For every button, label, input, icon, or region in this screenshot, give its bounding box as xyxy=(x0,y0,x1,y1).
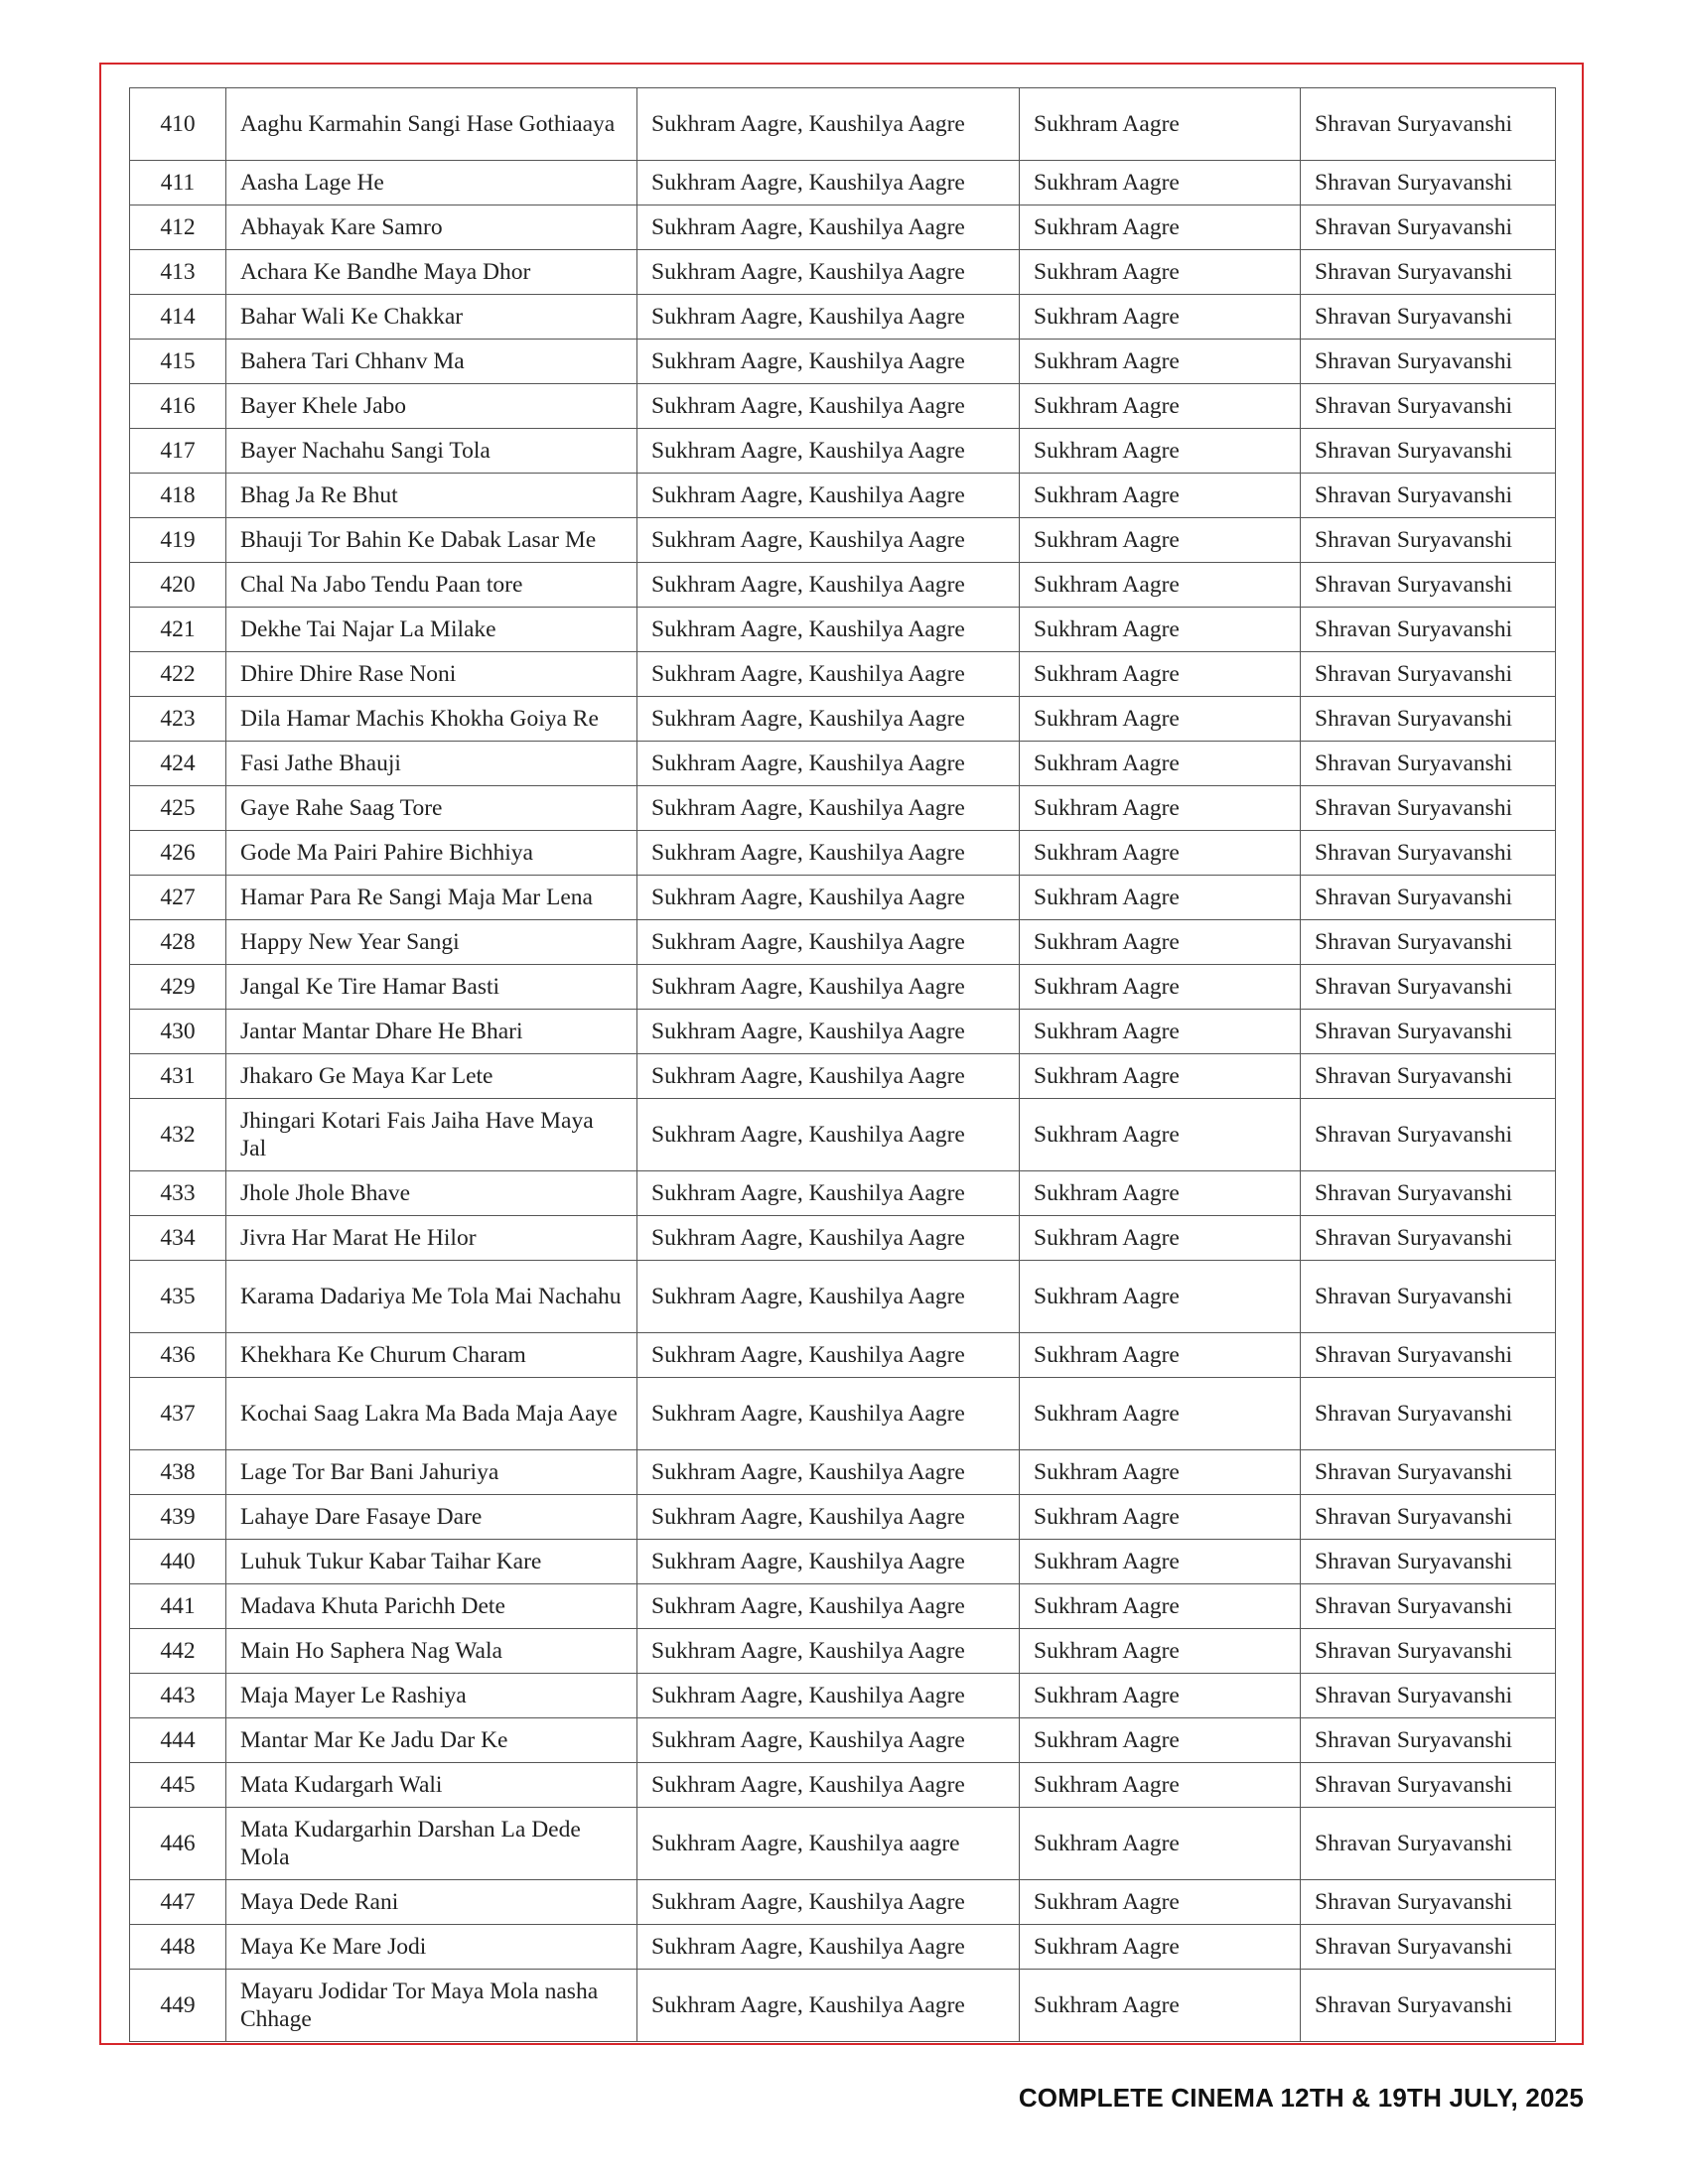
table-row xyxy=(130,295,1556,340)
lyricist-cell: Sukhram Aagre xyxy=(1020,1584,1301,1629)
song-title-cell: Happy New Year Sangi xyxy=(226,920,637,965)
row-number-cell: 441 xyxy=(130,1584,226,1629)
song-title-cell: Hamar Para Re Sangi Maja Mar Lena xyxy=(226,876,637,920)
composer-cell: Shravan Suryavanshi xyxy=(1301,920,1556,965)
row-number-cell: 419 xyxy=(130,518,226,563)
composer-cell: Shravan Suryavanshi xyxy=(1301,1763,1556,1808)
table-row xyxy=(130,1054,1556,1099)
song-title-cell: Jhole Jhole Bhave xyxy=(226,1171,637,1216)
singers-cell: Sukhram Aagre, Kaushilya Aagre xyxy=(637,295,1020,340)
table-row xyxy=(130,831,1556,876)
singers-cell: Sukhram Aagre, Kaushilya Aagre xyxy=(637,518,1020,563)
singers-cell: Sukhram Aagre, Kaushilya Aagre xyxy=(637,1333,1020,1378)
footer-publication: COMPLETE CINEMA 12TH & 19TH JULY, 2025 xyxy=(1018,2083,1584,2113)
table-row xyxy=(130,384,1556,429)
song-title-cell: Madava Khuta Parichh Dete xyxy=(226,1584,637,1629)
composer-cell: Shravan Suryavanshi xyxy=(1301,1540,1556,1584)
song-title-cell: Main Ho Saphera Nag Wala xyxy=(226,1629,637,1674)
song-title-cell: Luhuk Tukur Kabar Taihar Kare xyxy=(226,1540,637,1584)
lyricist-cell: Sukhram Aagre xyxy=(1020,697,1301,742)
row-number-cell: 446 xyxy=(130,1808,226,1880)
song-title-cell: Gode Ma Pairi Pahire Bichhiya xyxy=(226,831,637,876)
singers-cell: Sukhram Aagre, Kaushilya Aagre xyxy=(637,205,1020,250)
lyricist-cell: Sukhram Aagre xyxy=(1020,1099,1301,1171)
row-number-cell: 442 xyxy=(130,1629,226,1674)
composer-cell: Shravan Suryavanshi xyxy=(1301,786,1556,831)
song-title-cell: Bahar Wali Ke Chakkar xyxy=(226,295,637,340)
lyricist-cell: Sukhram Aagre xyxy=(1020,1880,1301,1925)
song-rows xyxy=(130,88,1556,2042)
lyricist-cell: Sukhram Aagre xyxy=(1020,250,1301,295)
lyricist-cell: Sukhram Aagre xyxy=(1020,1674,1301,1718)
singers-cell: Sukhram Aagre, Kaushilya Aagre xyxy=(637,1378,1020,1450)
singers-cell: Sukhram Aagre, Kaushilya Aagre xyxy=(637,1718,1020,1763)
singers-cell: Sukhram Aagre, Kaushilya Aagre xyxy=(637,965,1020,1010)
table-row xyxy=(130,1010,1556,1054)
singers-cell: Sukhram Aagre, Kaushilya Aagre xyxy=(637,608,1020,652)
composer-cell: Shravan Suryavanshi xyxy=(1301,831,1556,876)
row-number-cell: 437 xyxy=(130,1378,226,1450)
table-row xyxy=(130,1629,1556,1674)
song-title-cell: Gaye Rahe Saag Tore xyxy=(226,786,637,831)
song-title-cell: Bayer Nachahu Sangi Tola xyxy=(226,429,637,474)
singers-cell: Sukhram Aagre, Kaushilya Aagre xyxy=(637,1763,1020,1808)
row-number-cell: 421 xyxy=(130,608,226,652)
lyricist-cell: Sukhram Aagre xyxy=(1020,1763,1301,1808)
row-number-cell: 449 xyxy=(130,1970,226,2042)
song-title-cell: Jantar Mantar Dhare He Bhari xyxy=(226,1010,637,1054)
row-number-cell: 445 xyxy=(130,1763,226,1808)
row-number-cell: 429 xyxy=(130,965,226,1010)
table-row xyxy=(130,1763,1556,1808)
row-number-cell: 418 xyxy=(130,474,226,518)
row-number-cell: 414 xyxy=(130,295,226,340)
composer-cell: Shravan Suryavanshi xyxy=(1301,474,1556,518)
table-row xyxy=(130,1333,1556,1378)
song-title-cell: Maya Ke Mare Jodi xyxy=(226,1925,637,1970)
composer-cell: Shravan Suryavanshi xyxy=(1301,742,1556,786)
composer-cell: Shravan Suryavanshi xyxy=(1301,518,1556,563)
table-row xyxy=(130,1540,1556,1584)
composer-cell: Shravan Suryavanshi xyxy=(1301,1495,1556,1540)
table-row xyxy=(130,1925,1556,1970)
row-number-cell: 431 xyxy=(130,1054,226,1099)
row-number-cell: 434 xyxy=(130,1216,226,1261)
table-row xyxy=(130,608,1556,652)
singers-cell: Sukhram Aagre, Kaushilya Aagre xyxy=(637,1099,1020,1171)
singers-cell: Sukhram Aagre, Kaushilya Aagre xyxy=(637,429,1020,474)
table-row xyxy=(130,742,1556,786)
composer-cell: Shravan Suryavanshi xyxy=(1301,1674,1556,1718)
singers-cell: Sukhram Aagre, Kaushilya Aagre xyxy=(637,1495,1020,1540)
composer-cell: Shravan Suryavanshi xyxy=(1301,697,1556,742)
row-number-cell: 415 xyxy=(130,340,226,384)
composer-cell: Shravan Suryavanshi xyxy=(1301,205,1556,250)
singers-cell: Sukhram Aagre, Kaushilya Aagre xyxy=(637,1054,1020,1099)
lyricist-cell: Sukhram Aagre xyxy=(1020,652,1301,697)
row-number-cell: 439 xyxy=(130,1495,226,1540)
singers-cell: Sukhram Aagre, Kaushilya Aagre xyxy=(637,1970,1020,2042)
row-number-cell: 433 xyxy=(130,1171,226,1216)
singers-cell: Sukhram Aagre, Kaushilya Aagre xyxy=(637,1261,1020,1333)
table-row xyxy=(130,1099,1556,1171)
row-number-cell: 426 xyxy=(130,831,226,876)
row-number-cell: 422 xyxy=(130,652,226,697)
row-number-cell: 412 xyxy=(130,205,226,250)
row-number-cell: 428 xyxy=(130,920,226,965)
table-row xyxy=(130,1584,1556,1629)
song-title-cell: Achara Ke Bandhe Maya Dhor xyxy=(226,250,637,295)
lyricist-cell: Sukhram Aagre xyxy=(1020,1216,1301,1261)
table-row xyxy=(130,1171,1556,1216)
table-row xyxy=(130,1450,1556,1495)
lyricist-cell: Sukhram Aagre xyxy=(1020,1718,1301,1763)
lyricist-cell: Sukhram Aagre xyxy=(1020,518,1301,563)
table-row xyxy=(130,1495,1556,1540)
song-title-cell: Jangal Ke Tire Hamar Basti xyxy=(226,965,637,1010)
singers-cell: Sukhram Aagre, Kaushilya Aagre xyxy=(637,1629,1020,1674)
composer-cell: Shravan Suryavanshi xyxy=(1301,1099,1556,1171)
composer-cell: Shravan Suryavanshi xyxy=(1301,88,1556,161)
singers-cell: Sukhram Aagre, Kaushilya Aagre xyxy=(637,161,1020,205)
composer-cell: Shravan Suryavanshi xyxy=(1301,295,1556,340)
singers-cell: Sukhram Aagre, Kaushilya Aagre xyxy=(637,1010,1020,1054)
composer-cell: Shravan Suryavanshi xyxy=(1301,1378,1556,1450)
song-title-cell: Dekhe Tai Najar La Milake xyxy=(226,608,637,652)
table-row xyxy=(130,474,1556,518)
table-row xyxy=(130,876,1556,920)
lyricist-cell: Sukhram Aagre xyxy=(1020,1171,1301,1216)
singers-cell: Sukhram Aagre, Kaushilya Aagre xyxy=(637,786,1020,831)
table-row xyxy=(130,205,1556,250)
lyricist-cell: Sukhram Aagre xyxy=(1020,1378,1301,1450)
table-row xyxy=(130,429,1556,474)
table-row xyxy=(130,340,1556,384)
table-row xyxy=(130,88,1556,161)
song-title-cell: Mantar Mar Ke Jadu Dar Ke xyxy=(226,1718,637,1763)
composer-cell: Shravan Suryavanshi xyxy=(1301,1216,1556,1261)
lyricist-cell: Sukhram Aagre xyxy=(1020,831,1301,876)
composer-cell: Shravan Suryavanshi xyxy=(1301,384,1556,429)
song-title-cell: Fasi Jathe Bhauji xyxy=(226,742,637,786)
song-title-cell: Bayer Khele Jabo xyxy=(226,384,637,429)
song-title-cell: Chal Na Jabo Tendu Paan tore xyxy=(226,563,637,608)
lyricist-cell: Sukhram Aagre xyxy=(1020,1495,1301,1540)
singers-cell: Sukhram Aagre, Kaushilya Aagre xyxy=(637,474,1020,518)
singers-cell: Sukhram Aagre, Kaushilya Aagre xyxy=(637,340,1020,384)
composer-cell: Shravan Suryavanshi xyxy=(1301,1970,1556,2042)
lyricist-cell: Sukhram Aagre xyxy=(1020,295,1301,340)
row-number-cell: 438 xyxy=(130,1450,226,1495)
lyricist-cell: Sukhram Aagre xyxy=(1020,786,1301,831)
row-number-cell: 425 xyxy=(130,786,226,831)
composer-cell: Shravan Suryavanshi xyxy=(1301,1629,1556,1674)
row-number-cell: 448 xyxy=(130,1925,226,1970)
song-title-cell: Khekhara Ke Churum Charam xyxy=(226,1333,637,1378)
composer-cell: Shravan Suryavanshi xyxy=(1301,161,1556,205)
table-row xyxy=(130,652,1556,697)
row-number-cell: 416 xyxy=(130,384,226,429)
lyricist-cell: Sukhram Aagre xyxy=(1020,1010,1301,1054)
composer-cell: Shravan Suryavanshi xyxy=(1301,1333,1556,1378)
composer-cell: Shravan Suryavanshi xyxy=(1301,1718,1556,1763)
song-title-cell: Dhire Dhire Rase Noni xyxy=(226,652,637,697)
singers-cell: Sukhram Aagre, Kaushilya Aagre xyxy=(637,742,1020,786)
row-number-cell: 420 xyxy=(130,563,226,608)
singers-cell: Sukhram Aagre, Kaushilya Aagre xyxy=(637,250,1020,295)
composer-cell: Shravan Suryavanshi xyxy=(1301,250,1556,295)
composer-cell: Shravan Suryavanshi xyxy=(1301,965,1556,1010)
table-row xyxy=(130,697,1556,742)
row-number-cell: 411 xyxy=(130,161,226,205)
singers-cell: Sukhram Aagre, Kaushilya Aagre xyxy=(637,1171,1020,1216)
song-title-cell: Jhakaro Ge Maya Kar Lete xyxy=(226,1054,637,1099)
lyricist-cell: Sukhram Aagre xyxy=(1020,88,1301,161)
composer-cell: Shravan Suryavanshi xyxy=(1301,1880,1556,1925)
singers-cell: Sukhram Aagre, Kaushilya Aagre xyxy=(637,1925,1020,1970)
composer-cell: Shravan Suryavanshi xyxy=(1301,563,1556,608)
song-title-cell: Abhayak Kare Samro xyxy=(226,205,637,250)
song-title-cell: Bahera Tari Chhanv Ma xyxy=(226,340,637,384)
lyricist-cell: Sukhram Aagre xyxy=(1020,1333,1301,1378)
lyricist-cell: Sukhram Aagre xyxy=(1020,1054,1301,1099)
song-title-cell: Dila Hamar Machis Khokha Goiya Re xyxy=(226,697,637,742)
song-title-cell: Mayaru Jodidar Tor Maya Mola nasha Chhage xyxy=(226,1970,637,2042)
lyricist-cell: Sukhram Aagre xyxy=(1020,1450,1301,1495)
lyricist-cell: Sukhram Aagre xyxy=(1020,340,1301,384)
lyricist-cell: Sukhram Aagre xyxy=(1020,965,1301,1010)
song-title-cell: Jivra Har Marat He Hilor xyxy=(226,1216,637,1261)
composer-cell: Shravan Suryavanshi xyxy=(1301,340,1556,384)
singers-cell: Sukhram Aagre, Kaushilya Aagre xyxy=(637,697,1020,742)
composer-cell: Shravan Suryavanshi xyxy=(1301,1010,1556,1054)
singers-cell: Sukhram Aagre, Kaushilya Aagre xyxy=(637,384,1020,429)
lyricist-cell: Sukhram Aagre xyxy=(1020,920,1301,965)
table-row xyxy=(130,1216,1556,1261)
table-row xyxy=(130,563,1556,608)
song-title-cell: Bhag Ja Re Bhut xyxy=(226,474,637,518)
singers-cell: Sukhram Aagre, Kaushilya Aagre xyxy=(637,1450,1020,1495)
lyricist-cell: Sukhram Aagre xyxy=(1020,1970,1301,2042)
lyricist-cell: Sukhram Aagre xyxy=(1020,742,1301,786)
song-title-cell: Mata Kudargarh Wali xyxy=(226,1763,637,1808)
singers-cell: Sukhram Aagre, Kaushilya Aagre xyxy=(637,563,1020,608)
lyricist-cell: Sukhram Aagre xyxy=(1020,161,1301,205)
singers-cell: Sukhram Aagre, Kaushilya Aagre xyxy=(637,1584,1020,1629)
singers-cell: Sukhram Aagre, Kaushilya Aagre xyxy=(637,1540,1020,1584)
row-number-cell: 427 xyxy=(130,876,226,920)
song-title-cell: Mata Kudargarhin Darshan La Dede Mola xyxy=(226,1808,637,1880)
singers-cell: Sukhram Aagre, Kaushilya Aagre xyxy=(637,652,1020,697)
song-title-cell: Aaghu Karmahin Sangi Hase Gothiaaya xyxy=(226,88,637,161)
table-row xyxy=(130,1261,1556,1333)
table-row xyxy=(130,786,1556,831)
composer-cell: Shravan Suryavanshi xyxy=(1301,876,1556,920)
song-title-cell: Lage Tor Bar Bani Jahuriya xyxy=(226,1450,637,1495)
table-row xyxy=(130,1378,1556,1450)
composer-cell: Shravan Suryavanshi xyxy=(1301,1925,1556,1970)
row-number-cell: 417 xyxy=(130,429,226,474)
lyricist-cell: Sukhram Aagre xyxy=(1020,563,1301,608)
composer-cell: Shravan Suryavanshi xyxy=(1301,1584,1556,1629)
singers-cell: Sukhram Aagre, Kaushilya Aagre xyxy=(637,1674,1020,1718)
table-row xyxy=(130,250,1556,295)
composer-cell: Shravan Suryavanshi xyxy=(1301,608,1556,652)
row-number-cell: 435 xyxy=(130,1261,226,1333)
singers-cell: Sukhram Aagre, Kaushilya aagre xyxy=(637,1808,1020,1880)
row-number-cell: 440 xyxy=(130,1540,226,1584)
singers-cell: Sukhram Aagre, Kaushilya Aagre xyxy=(637,876,1020,920)
composer-cell: Shravan Suryavanshi xyxy=(1301,1808,1556,1880)
lyricist-cell: Sukhram Aagre xyxy=(1020,1808,1301,1880)
singers-cell: Sukhram Aagre, Kaushilya Aagre xyxy=(637,88,1020,161)
table-row xyxy=(130,1880,1556,1925)
row-number-cell: 413 xyxy=(130,250,226,295)
row-number-cell: 430 xyxy=(130,1010,226,1054)
composer-cell: Shravan Suryavanshi xyxy=(1301,1261,1556,1333)
song-title-cell: Karama Dadariya Me Tola Mai Nachahu xyxy=(226,1261,637,1333)
row-number-cell: 423 xyxy=(130,697,226,742)
song-title-cell: Maya Dede Rani xyxy=(226,1880,637,1925)
song-title-cell: Kochai Saag Lakra Ma Bada Maja Aaye xyxy=(226,1378,637,1450)
song-title-cell: Maja Mayer Le Rashiya xyxy=(226,1674,637,1718)
lyricist-cell: Sukhram Aagre xyxy=(1020,1925,1301,1970)
table-row xyxy=(130,1808,1556,1880)
composer-cell: Shravan Suryavanshi xyxy=(1301,652,1556,697)
row-number-cell: 444 xyxy=(130,1718,226,1763)
row-number-cell: 424 xyxy=(130,742,226,786)
singers-cell: Sukhram Aagre, Kaushilya Aagre xyxy=(637,1880,1020,1925)
lyricist-cell: Sukhram Aagre xyxy=(1020,1629,1301,1674)
table-row xyxy=(130,1970,1556,2042)
table-row xyxy=(130,1674,1556,1718)
lyricist-cell: Sukhram Aagre xyxy=(1020,876,1301,920)
singers-cell: Sukhram Aagre, Kaushilya Aagre xyxy=(637,920,1020,965)
composer-cell: Shravan Suryavanshi xyxy=(1301,429,1556,474)
lyricist-cell: Sukhram Aagre xyxy=(1020,205,1301,250)
composer-cell: Shravan Suryavanshi xyxy=(1301,1054,1556,1099)
composer-cell: Shravan Suryavanshi xyxy=(1301,1450,1556,1495)
row-number-cell: 410 xyxy=(130,88,226,161)
row-number-cell: 443 xyxy=(130,1674,226,1718)
lyricist-cell: Sukhram Aagre xyxy=(1020,429,1301,474)
singers-cell: Sukhram Aagre, Kaushilya Aagre xyxy=(637,1216,1020,1261)
song-title-cell: Bhauji Tor Bahin Ke Dabak Lasar Me xyxy=(226,518,637,563)
row-number-cell: 436 xyxy=(130,1333,226,1378)
table-row xyxy=(130,518,1556,563)
table-row xyxy=(130,1718,1556,1763)
lyricist-cell: Sukhram Aagre xyxy=(1020,474,1301,518)
table-row xyxy=(130,920,1556,965)
song-title-cell: Jhingari Kotari Fais Jaiha Have Maya Jal xyxy=(226,1099,637,1171)
singers-cell: Sukhram Aagre, Kaushilya Aagre xyxy=(637,831,1020,876)
song-title-cell: Lahaye Dare Fasaye Dare xyxy=(226,1495,637,1540)
song-credits-table xyxy=(129,87,1556,2042)
composer-cell: Shravan Suryavanshi xyxy=(1301,1171,1556,1216)
row-number-cell: 447 xyxy=(130,1880,226,1925)
table-row xyxy=(130,965,1556,1010)
song-title-cell: Aasha Lage He xyxy=(226,161,637,205)
lyricist-cell: Sukhram Aagre xyxy=(1020,1261,1301,1333)
lyricist-cell: Sukhram Aagre xyxy=(1020,608,1301,652)
row-number-cell: 432 xyxy=(130,1099,226,1171)
lyricist-cell: Sukhram Aagre xyxy=(1020,384,1301,429)
table-row xyxy=(130,161,1556,205)
lyricist-cell: Sukhram Aagre xyxy=(1020,1540,1301,1584)
